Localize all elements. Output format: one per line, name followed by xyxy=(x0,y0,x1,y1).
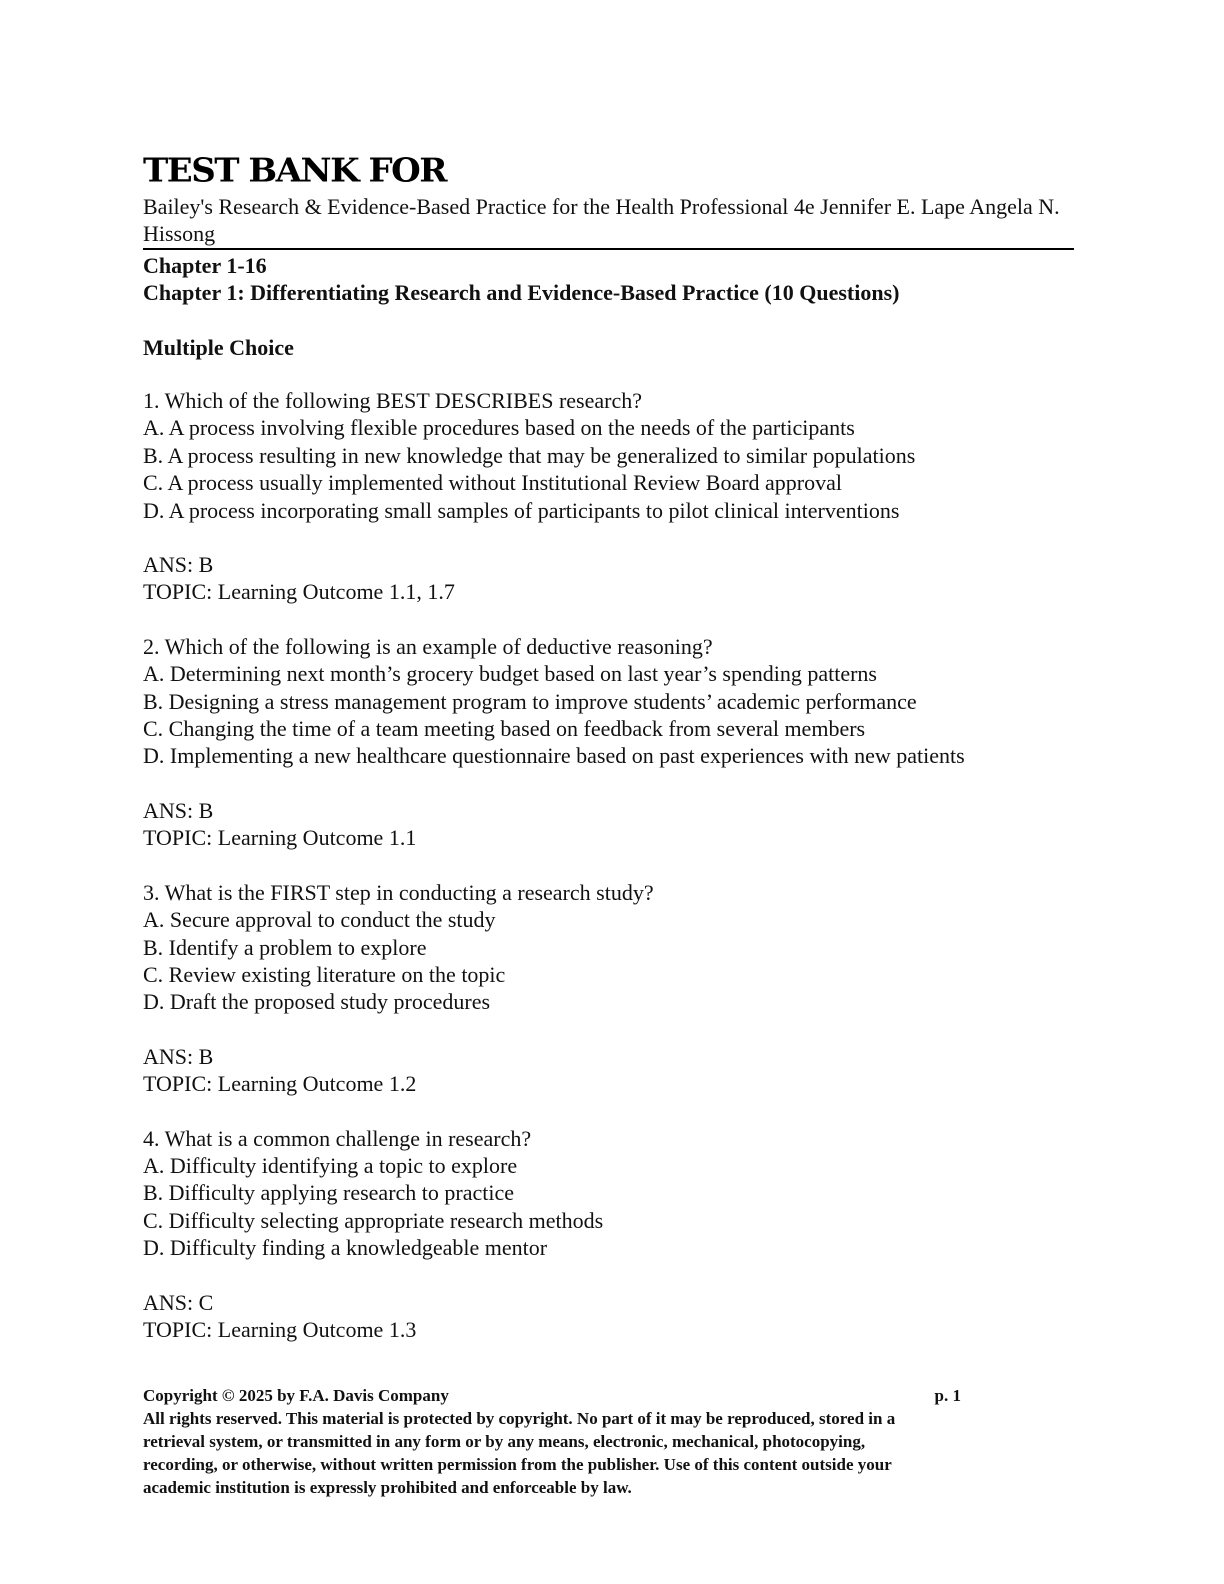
answer-key: ANS: B xyxy=(143,1043,214,1069)
rights-notice-line: All rights reserved. This material is protected by copyright. No part of it may be reproduced, stored in a xyxy=(143,1409,896,1428)
document-page xyxy=(143,0,1074,1584)
page-number: p. 1 xyxy=(934,1386,961,1405)
topic-label: TOPIC: Learning Outcome 1.1 xyxy=(143,825,417,851)
answer-option: C. Difficulty selecting appropriate research methods xyxy=(143,1207,604,1233)
header-divider xyxy=(143,248,1074,250)
page-footer xyxy=(143,1384,1023,1499)
spacer xyxy=(143,1016,1074,1043)
document-title: TEST BANK FOR xyxy=(143,151,447,190)
answer-key: ANS: B xyxy=(143,797,214,823)
answer-option: B. Difficulty applying research to practice xyxy=(143,1180,515,1206)
topic-label: TOPIC: Learning Outcome 1.2 xyxy=(143,1071,417,1097)
rights-notice-line: retrieval system, or transmitted in any form or by any means, electronic, mechanical, photocopying, xyxy=(143,1432,866,1451)
answer-option: D. Draft the proposed study procedures xyxy=(143,989,491,1015)
question-stem: 3. What is the FIRST step in conducting a research study? xyxy=(143,879,654,905)
question-item xyxy=(143,879,1074,1098)
answer-option: D. A process incorporating small samples of participants to pilot clinical interventions xyxy=(143,497,900,523)
rights-notice-line: academic institution is expressly prohibited and enforceable by law. xyxy=(143,1478,632,1497)
answer-option: A. Difficulty identifying a topic to explore xyxy=(143,1152,518,1178)
footer-top-row xyxy=(143,1384,1023,1407)
spacer xyxy=(143,1262,1074,1289)
question-stem: 2. Which of the following is an example of deductive reasoning? xyxy=(143,633,713,659)
question-item xyxy=(143,1125,1074,1344)
topic-label: TOPIC: Learning Outcome 1.1, 1.7 xyxy=(143,579,455,605)
answer-option: A. Secure approval to conduct the study xyxy=(143,907,496,933)
question-item xyxy=(143,633,1074,852)
chapter-title: Chapter 1: Differentiating Research and Evidence-Based Practice (10 Questions) xyxy=(143,280,900,305)
chapter-range: Chapter 1-16 xyxy=(143,253,267,278)
answer-option: B. Designing a stress management program to improve students’ academic performance xyxy=(143,688,917,714)
answer-option: C. A process usually implemented without Institutional Review Board approval xyxy=(143,470,843,496)
question-item xyxy=(143,387,1074,606)
section-heading: Multiple Choice xyxy=(143,335,294,360)
book-subtitle: Bailey's Research & Evidence-Based Practice for the Health Professional 4e Jennifer E. Lape Angela N. Hissong xyxy=(143,194,1060,246)
copyright-notice: Copyright © 2025 by F.A. Davis Company xyxy=(143,1386,449,1405)
answer-key: ANS: C xyxy=(143,1289,214,1315)
spacer xyxy=(143,524,1074,551)
answer-option: A. Determining next month’s grocery budget based on last year’s spending patterns xyxy=(143,661,877,687)
question-stem: 4. What is a common challenge in research? xyxy=(143,1125,532,1151)
answer-option: A. A process involving flexible procedures based on the needs of the participants xyxy=(143,415,855,441)
answer-option: B. A process resulting in new knowledge that may be generalized to similar populations xyxy=(143,442,916,468)
answer-option: B. Identify a problem to explore xyxy=(143,934,427,960)
topic-label: TOPIC: Learning Outcome 1.3 xyxy=(143,1316,417,1342)
rights-notice-line: recording, or otherwise, without written permission from the publisher. Use of this content outside your xyxy=(143,1455,892,1474)
answer-option: D. Implementing a new healthcare questionnaire based on past experiences with new patients xyxy=(143,743,965,769)
answer-option: C. Changing the time of a team meeting based on feedback from several members xyxy=(143,716,866,742)
answer-key: ANS: B xyxy=(143,552,214,578)
question-stem: 1. Which of the following BEST DESCRIBES research? xyxy=(143,388,643,413)
spacer xyxy=(143,770,1074,797)
answer-option: D. Difficulty finding a knowledgeable mentor xyxy=(143,1235,548,1261)
answer-option: C. Review existing literature on the topic xyxy=(143,961,506,987)
question-list xyxy=(143,387,1074,1370)
